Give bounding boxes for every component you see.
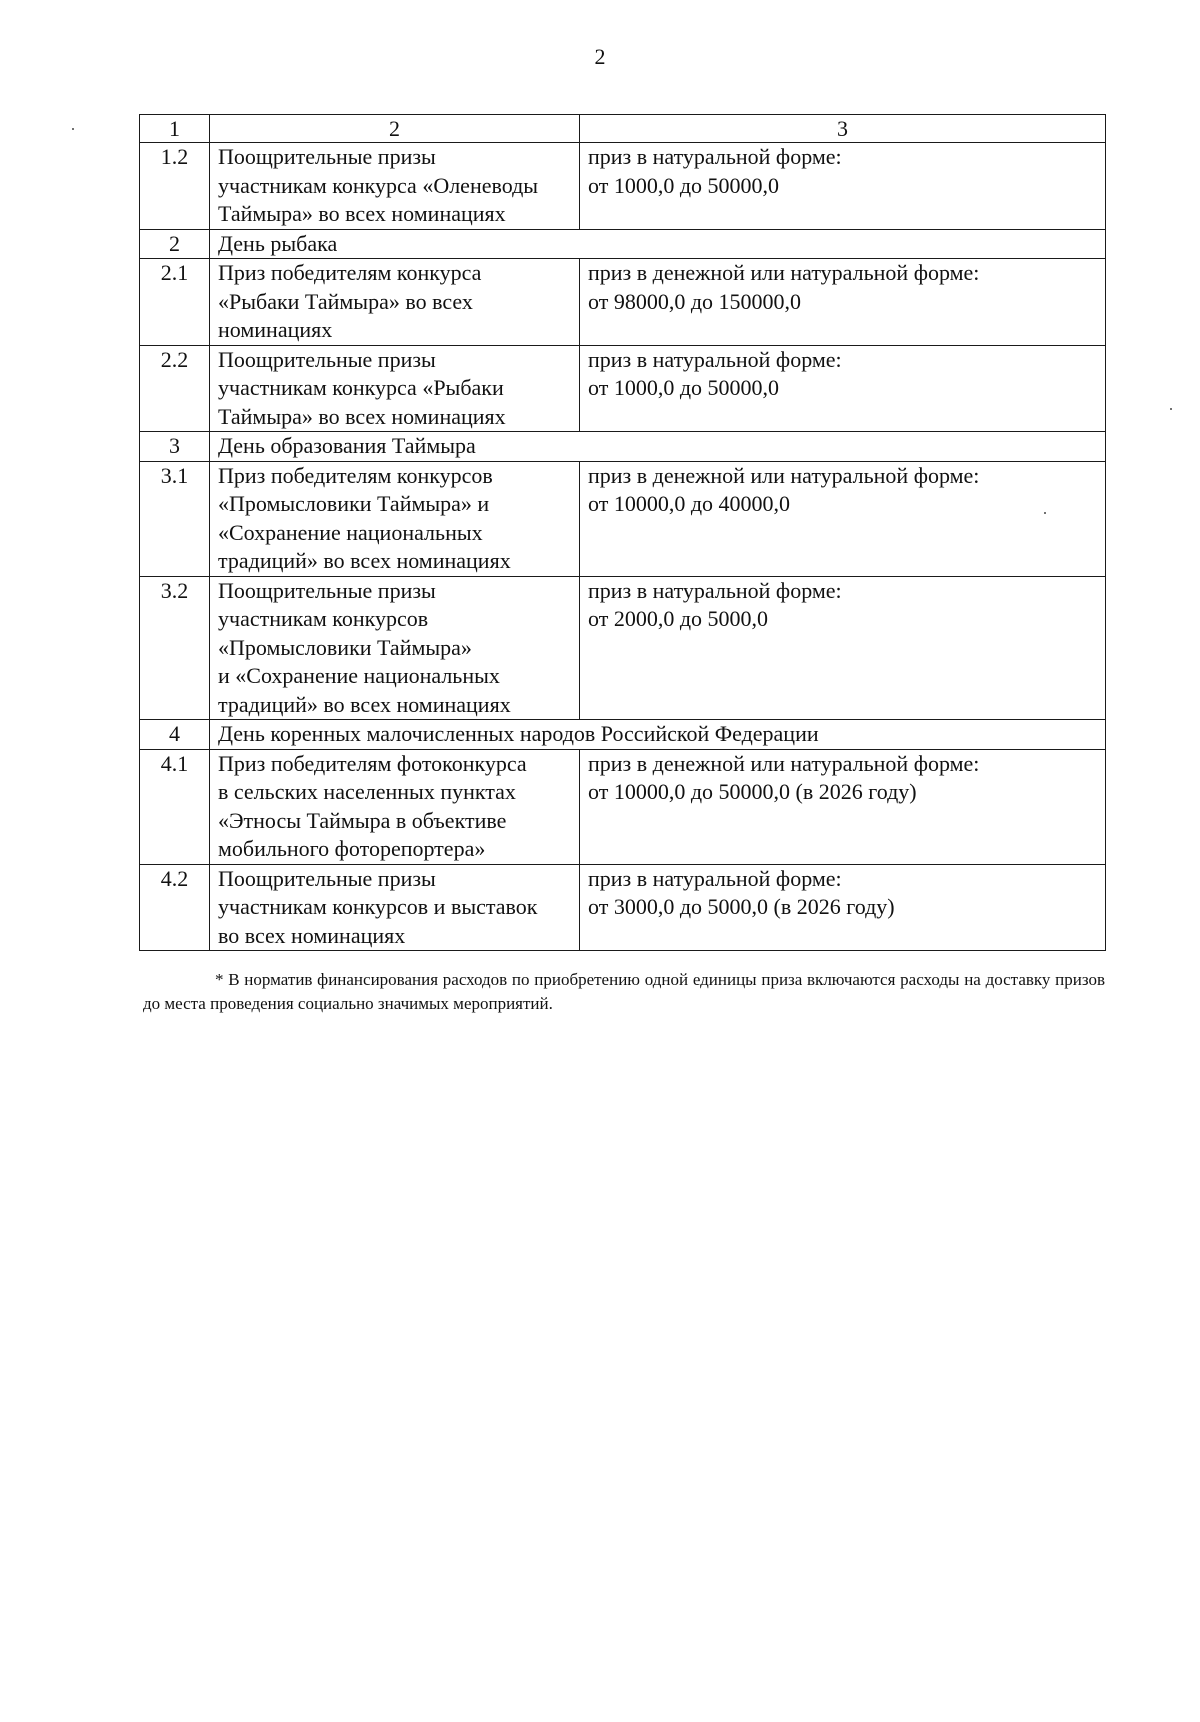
table-body <box>140 115 1106 951</box>
description-line: номинациях <box>218 317 333 342</box>
row-number: 3 <box>140 432 210 462</box>
description-line: в сельских населенных пунктах <box>218 779 516 804</box>
row-number: 4 <box>140 720 210 750</box>
header-cell-1: 1 <box>140 115 210 143</box>
prize-line: приз в натуральной форме: <box>588 577 842 603</box>
scan-speck <box>1170 408 1172 410</box>
description-line: «Рыбаки Таймыра» во всех <box>218 288 473 314</box>
prize-line: приз в денежной или натуральной форме: <box>588 462 980 488</box>
description-line: Поощрительные призы <box>218 144 436 169</box>
prize-norm <box>580 259 1106 346</box>
footnote: * В норматив финансирования расходов по приобретению одной единицы приза включаются расходы на доставку призов до места проведения социально значимых мероприятий. <box>143 970 1105 1013</box>
prize-line: приз в натуральной форме: <box>588 346 842 372</box>
table-row <box>140 345 1106 432</box>
table-header-row <box>140 115 1106 143</box>
prize-description <box>210 864 580 951</box>
description-line: Таймыра» во всех номинациях <box>218 403 506 429</box>
description-line: «Сохранение национальных <box>218 519 483 545</box>
row-number: 2.1 <box>140 259 210 346</box>
scan-speck <box>1044 512 1046 514</box>
description-line: участникам конкурсов и выставок <box>218 894 538 919</box>
row-number: 4.1 <box>140 749 210 864</box>
description-line: традиций» во всех номинациях <box>218 691 511 717</box>
header-cell-2: 2 <box>210 115 580 143</box>
description-line: Приз победителям конкурсов <box>218 462 493 488</box>
description-line: Поощрительные призы <box>218 577 436 603</box>
prize-line: приз в натуральной форме: <box>588 144 842 169</box>
section-row <box>140 720 1106 750</box>
header-cell-3: 3 <box>580 115 1106 143</box>
section-title: День рыбака <box>210 229 1106 259</box>
section-title: День образования Таймыра <box>210 432 1106 462</box>
section-row <box>140 229 1106 259</box>
description-line: Поощрительные призы <box>218 865 436 891</box>
description-line: Поощрительные призы <box>218 346 436 372</box>
description-line: во всех номинациях <box>218 922 406 948</box>
table-row <box>140 864 1106 951</box>
table-row <box>140 749 1106 864</box>
prize-norms-table <box>139 114 1106 951</box>
table-row <box>140 461 1106 576</box>
prize-line: приз в натуральной форме: <box>588 865 842 891</box>
prize-line: приз в денежной или натуральной форме: <box>588 260 980 285</box>
description-line: «Этносы Таймыра в объективе <box>218 807 507 833</box>
description-line: участникам конкурса «Рыбаки <box>218 375 504 400</box>
prize-norm <box>580 345 1106 432</box>
row-number: 2.2 <box>140 345 210 432</box>
description-line: и «Сохранение национальных <box>218 663 500 688</box>
prize-norm <box>580 576 1106 720</box>
description-line: участникам конкурсов <box>218 606 429 631</box>
row-number: 2 <box>140 229 210 259</box>
prize-line: от 1000,0 до 50000,0 <box>588 375 780 400</box>
prize-line: от 3000,0 до 5000,0 (в 2026 году) <box>588 894 895 919</box>
prize-line: от 10000,0 до 50000,0 (в 2026 году) <box>588 779 917 804</box>
prize-description <box>210 345 580 432</box>
prize-line: от 98000,0 до 150000,0 <box>588 288 802 314</box>
prize-norm <box>580 143 1106 230</box>
prize-description <box>210 143 580 230</box>
section-title: День коренных малочисленных народов Российской Федерации <box>210 720 1106 750</box>
prize-line: от 2000,0 до 5000,0 <box>588 606 769 631</box>
page-number: 2 <box>594 44 606 69</box>
row-number: 3.1 <box>140 461 210 576</box>
description-line: традиций» во всех номинациях <box>218 548 511 573</box>
prize-description <box>210 576 580 720</box>
description-line: «Промысловики Таймыра» <box>218 634 472 660</box>
row-number: 1.2 <box>140 143 210 230</box>
row-number: 3.2 <box>140 576 210 720</box>
prize-description <box>210 749 580 864</box>
table-row <box>140 576 1106 720</box>
section-row <box>140 432 1106 462</box>
prize-line: от 1000,0 до 50000,0 <box>588 172 780 198</box>
prize-description <box>210 461 580 576</box>
prize-norm <box>580 864 1106 951</box>
description-line: «Промысловики Таймыра» и <box>218 491 490 516</box>
scan-speck <box>72 128 74 130</box>
prize-line: приз в денежной или натуральной форме: <box>588 750 980 776</box>
prize-line: от 10000,0 до 40000,0 <box>588 491 791 516</box>
prize-norm <box>580 749 1106 864</box>
description-line: Приз победителям конкурса <box>218 260 482 285</box>
prize-description <box>210 259 580 346</box>
table-row <box>140 143 1106 230</box>
prize-norm <box>580 461 1106 576</box>
description-line: Таймыра» во всех номинациях <box>218 201 506 226</box>
description-line: Приз победителям фотоконкурса <box>218 750 527 776</box>
table-row <box>140 259 1106 346</box>
row-number: 4.2 <box>140 864 210 951</box>
description-line: участникам конкурса «Оленеводы <box>218 172 539 198</box>
description-line: мобильного фоторепортера» <box>218 836 486 861</box>
